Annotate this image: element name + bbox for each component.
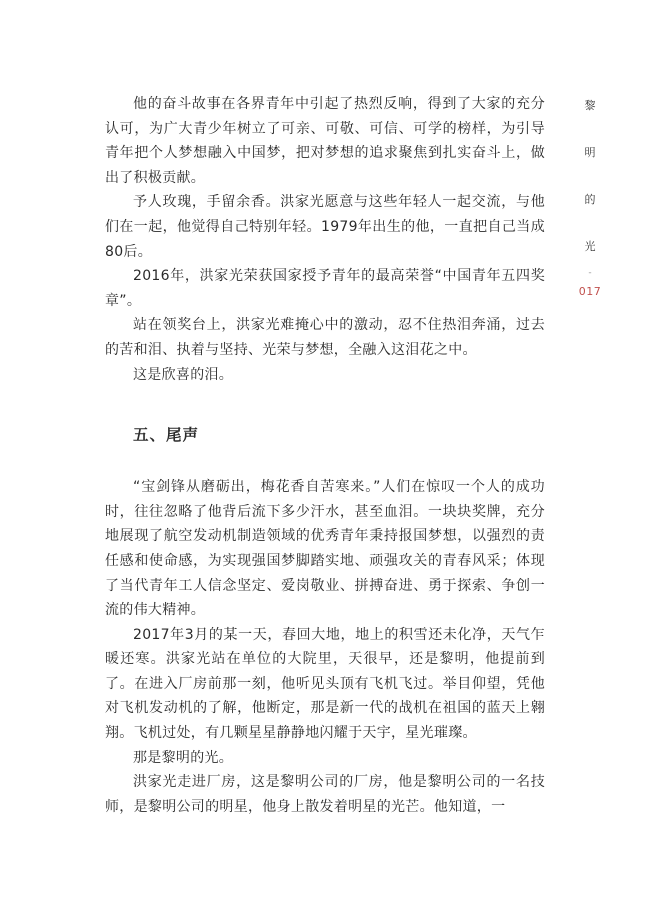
paragraph: 那是黎明的光。 bbox=[133, 749, 234, 766]
running-head-char: 明 bbox=[584, 146, 596, 159]
paragraph: 他的奋斗故事在各界青年中引起了热烈反响，得到了大家的充分认可，为广大青少年树立了可亲、可敬、可信、可学的榜样，为引导青年把个人梦想融入中国梦，把对梦想的追求聚焦到扎实奋斗上，做出了积极贡献。 bbox=[105, 96, 545, 186]
body-text bbox=[105, 92, 545, 819]
running-head-char: 光 bbox=[584, 240, 596, 253]
paragraph: 予人玫瑰，手留余香。洪家光愿意与这些年轻人一起交流，与他们在一起，他觉得自己特别年轻。1979年出生的他，一直把自己当成80后。 bbox=[105, 194, 545, 260]
running-head-char: 的 bbox=[584, 193, 596, 206]
running-head bbox=[580, 95, 600, 298]
page-number: 017 bbox=[578, 285, 602, 298]
section-heading: 五、尾声 bbox=[133, 426, 200, 445]
paragraph: 站在领奖台上，洪家光难掩心中的激动，忍不住热泪奔涌，过去的苦和泪、执着与坚持、光荣与梦想，全融入这泪花之中。 bbox=[105, 317, 545, 358]
running-head-dash: - bbox=[588, 268, 592, 278]
paragraph: 2017年3月的某一天，春回大地，地上的积雪还未化净，天气乍暖还寒。洪家光站在单位的大院里，天很早，还是黎明，他提前到了。在进入厂房前那一刻，他听见头顶有飞机飞过。举目仰望，凭他对飞机发动机的了解，他断定，那是新一代的战机在祖国的蓝天上翱翔。飞机过处，有几颗星星静静地闪耀于天宇，星光璀璨。 bbox=[105, 626, 545, 742]
paragraph: 2016年，洪家光荣获国家授予青年的最高荣誉“中国青年五四奖章”。 bbox=[105, 268, 545, 309]
running-head-char: 黎 bbox=[584, 99, 596, 112]
paragraph: 这是欣喜的泪。 bbox=[133, 366, 234, 383]
paragraph: “宝剑锋从磨砺出，梅花香自苦寒来。”人们在惊叹一个人的成功时，往往忽略了他背后流下多少汗水，甚至血泪。一块块奖牌，充分地展现了航空发动机制造领域的优秀青年秉持报国梦想，以强烈的责任感和使命感，为实现强国梦脚踏实地、顽强攻关的青春风采；体现了当代青年工人信念坚定、爱岗敬业、拼搏奋进、勇于探索、争创一流的伟大精神。 bbox=[105, 479, 545, 619]
paragraph: 洪家光走进厂房，这是黎明公司的厂房，他是黎明公司的一名技师，是黎明公司的明星，他身上散发着明星的光芒。他知道，一 bbox=[105, 774, 545, 815]
